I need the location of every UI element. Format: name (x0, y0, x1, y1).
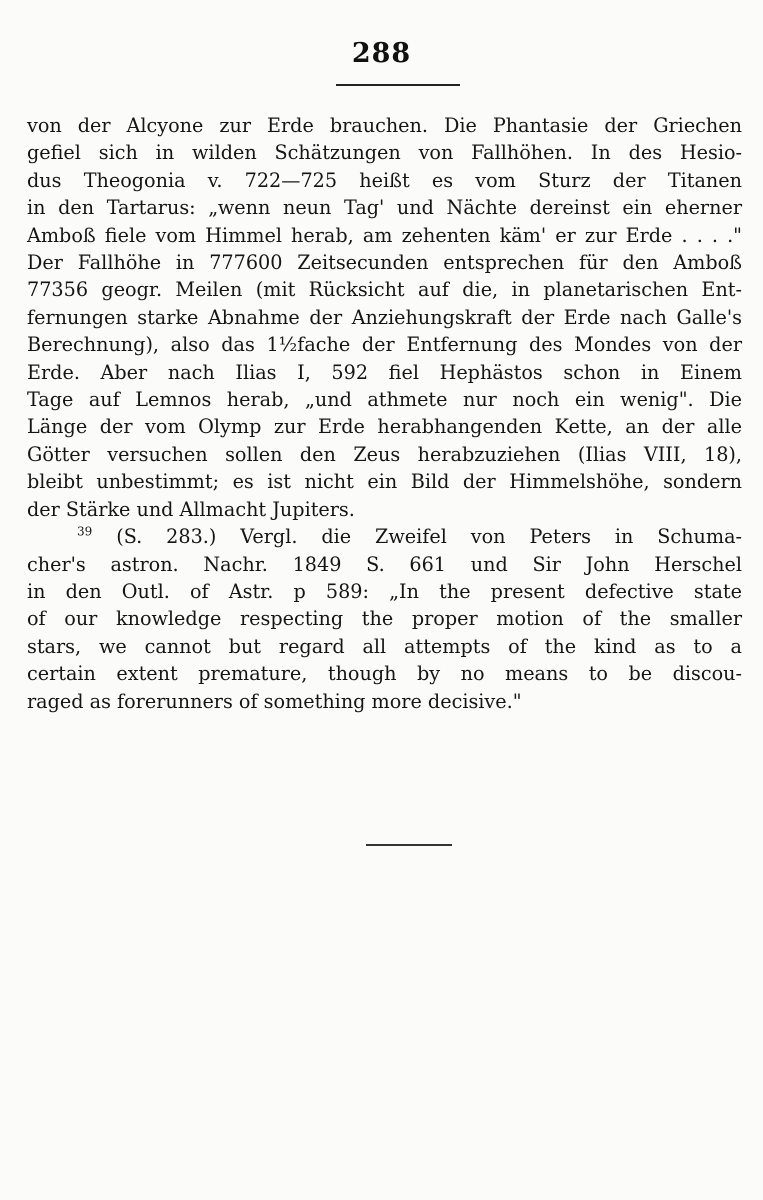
text-line: Amboß fiele vom Himmel herab, am zehenten käm' er zur Erde . . . ." (27, 223, 742, 247)
text-line: 77356 geogr. Meilen (mit Rücksicht auf die, in planetarischen Ent- (27, 278, 742, 302)
text-line: Götter versuchen sollen den Zeus herabzuziehen (Ilias VIII, 18), (27, 442, 742, 466)
text-line: Der Fallhöhe in 777600 Zeitsecunden entsprechen für den Amboß (27, 251, 742, 275)
body-text (27, 112, 742, 715)
text-line: Erde. Aber nach Ilias I, 592 fiel Hephästos schon in Einem (27, 360, 742, 384)
text-line: von der Alcyone zur Erde brauchen. Die Phantasie der Griechen (27, 114, 742, 137)
page-number: 288 (351, 38, 412, 69)
end-rule (366, 844, 452, 846)
text-line: dus Theogonia v. 722—725 heißt es vom Sturz der Titanen (27, 168, 742, 192)
footnote-text: (S. 283.) Vergl. die Zweifel von Peters in Schuma- (116, 525, 742, 549)
footnote-line: of our knowledge respecting the proper motion of the smaller (27, 607, 742, 631)
footnote-line: in den Outl. of Astr. p 589: „In the present defective state (27, 579, 742, 603)
text-line: in den Tartarus: „wenn neun Tag' und Nächte dereinst ein eherner (27, 196, 742, 220)
footnote-line: stars, we cannot but regard all attempts of the kind as to a (27, 634, 742, 658)
text-line: gefiel sich in wilden Schätzungen von Fallhöhen. In des Hesio- (27, 141, 742, 165)
footnote-line: raged as forerunners of something more decisive." (27, 689, 522, 713)
text-line: Tage auf Lemnos herab, „und athmete nur noch ein wenig". Die (27, 388, 742, 412)
text-line: Länge der vom Olymp zur Erde herabhangenden Kette, an der alle (27, 415, 742, 439)
header-rule (336, 84, 460, 86)
text-line: der Stärke und Allmacht Jupiters. (27, 497, 355, 521)
text-line: bleibt unbestimmt; es ist nicht ein Bild der Himmelshöhe, sondern (27, 470, 742, 494)
footnote-line: certain extent premature, though by no means to be discou- (27, 662, 742, 686)
text-line: fernungen starke Abnahme der Anziehungskraft der Erde nach Galle's (27, 305, 742, 329)
footnote-number: 39 (77, 524, 93, 539)
text-line: Berechnung), also das 1½fache der Entfernung des Mondes von der (27, 333, 742, 357)
footnote-line: cher's astron. Nachr. 1849 S. 661 und Sir John Herschel (27, 552, 742, 576)
footnote-first-line (27, 523, 742, 550)
